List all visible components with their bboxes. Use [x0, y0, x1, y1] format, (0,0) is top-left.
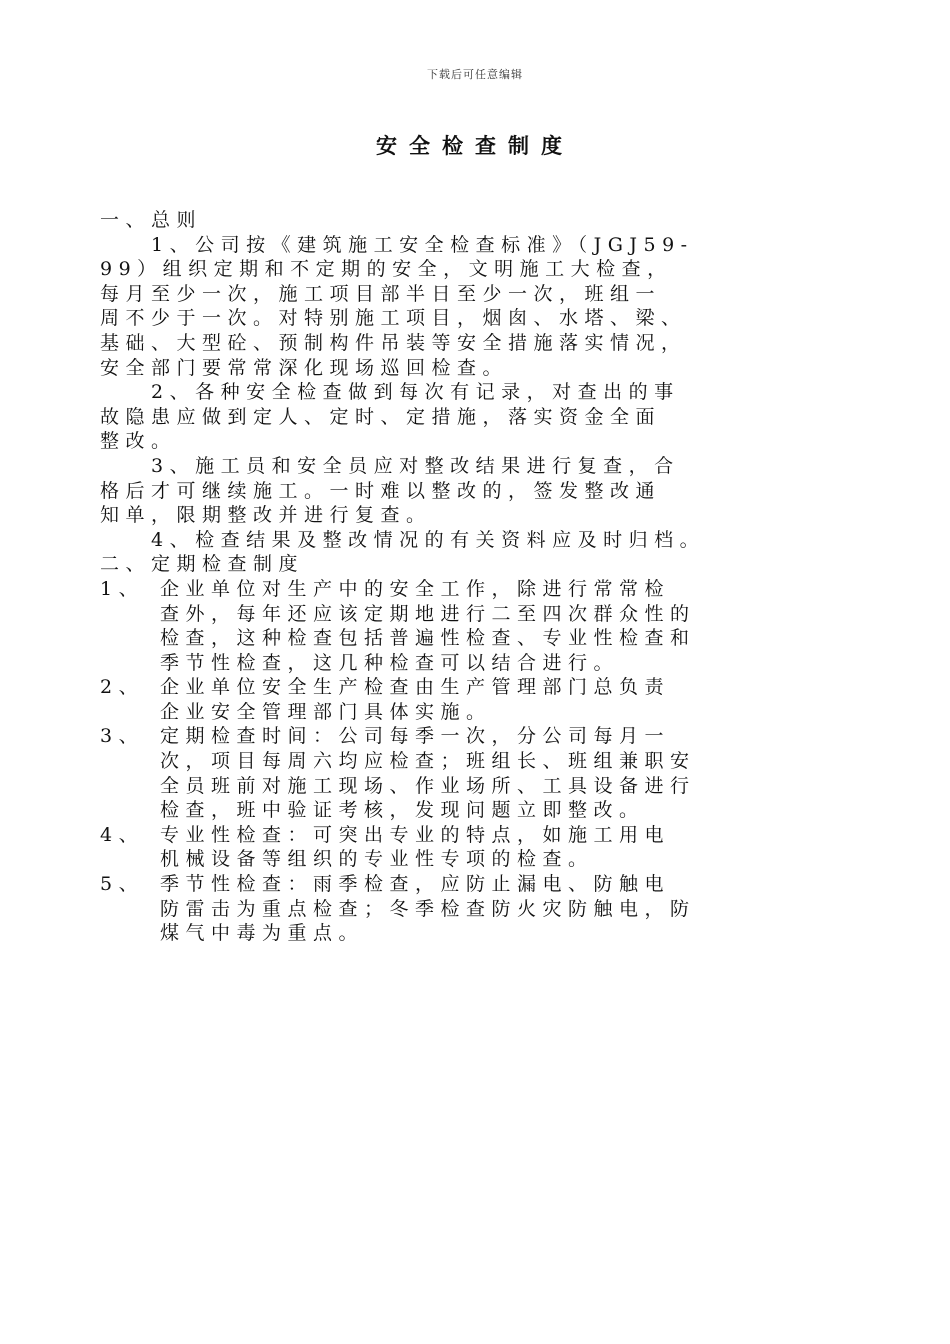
item-line: 全员班前对施工现场、作业场所、工具设备进行 — [160, 774, 696, 797]
item-line: 季节性检查：雨季检查，应防止漏电、防触电 — [160, 873, 671, 896]
item-number: 5、 — [100, 873, 145, 896]
section-2-item-3 — [100, 724, 865, 822]
section-1-paragraph-4 — [100, 528, 865, 553]
item-line: 季节性检查，这几种检查可以结合进行。 — [160, 651, 620, 674]
item-number: 3、 — [100, 725, 145, 748]
paragraph-line: 每月至少一次，施工项目部半日至少一次，班组一 — [100, 282, 662, 305]
item-line: 防雷击为重点检查；冬季检查防火灾防触电，防 — [160, 897, 696, 920]
item-number: 4、 — [100, 823, 145, 846]
item-line: 次，项目每周六均应检查；班组长、班组兼职安 — [160, 750, 696, 773]
section-1-paragraph-3 — [100, 454, 865, 528]
paragraph-line: 2、各种安全检查做到每次有记录，对查出的事 — [100, 381, 680, 404]
header-note: 下载后可任意编辑 — [427, 68, 523, 81]
section-1-paragraph-1 — [100, 233, 865, 381]
paragraph-line: 3、施工员和安全员应对整改结果进行复查，合 — [100, 454, 680, 477]
item-number: 1、 — [100, 577, 145, 600]
section-1-paragraph-2 — [100, 380, 865, 454]
section-2-item-1 — [100, 577, 865, 675]
section-2-heading: 二、定期检查制度 — [100, 553, 305, 576]
document-body — [100, 208, 865, 946]
paragraph-line: 知单，限期整改并进行复查。 — [100, 504, 432, 527]
item-number: 2、 — [100, 676, 145, 699]
paragraph-line: 1、公司按《建筑施工安全检查标准》（JGJ59- — [100, 233, 694, 256]
item-line: 企业安全管理部门具体实施。 — [160, 700, 492, 723]
item-line: 检查，这种检查包括普遍性检查、专业性检查和 — [160, 627, 696, 650]
paragraph-line: 安全部门要常常深化现场巡回检查。 — [100, 356, 509, 379]
paragraph-line: 基础、大型砼、预制构件吊装等安全措施落实情况， — [100, 331, 687, 354]
item-line: 查外，每年还应该定期地进行二至四次群众性的 — [160, 602, 696, 625]
item-line: 煤气中毒为重点。 — [160, 922, 365, 945]
section-2-item-2 — [100, 675, 865, 724]
document-title: 安全检查制度 — [376, 133, 574, 158]
item-line: 检查，班中验证考核，发现问题立即整改。 — [160, 799, 645, 822]
section-2-item-5 — [100, 872, 865, 946]
section-1-heading: 一、总则 — [100, 209, 203, 231]
item-line: 专业性检查：可突出专业的特点，如施工用电 — [160, 823, 671, 846]
section-2-item-4 — [100, 823, 865, 872]
paragraph-line: 99）组织定期和不定期的安全，文明施工大检查， — [100, 258, 673, 281]
paragraph-line: 故隐患应做到定人、定时、定措施，落实资金全面 — [100, 405, 662, 428]
paragraph-line: 整改。 — [100, 430, 177, 453]
paragraph-line: 4、检查结果及整改情况的有关资料应及时归档。 — [100, 528, 706, 551]
item-line: 机械设备等组织的专业性专项的检查。 — [160, 848, 594, 871]
paragraph-line: 格后才可继续施工。一时难以整改的，签发整改通 — [100, 479, 662, 502]
item-line: 定期检查时间：公司每季一次，分公司每月一 — [160, 725, 671, 748]
item-line: 企业单位安全生产检查由生产管理部门总负责 — [160, 676, 671, 699]
paragraph-line: 周不少于一次。对特别施工项目，烟囱、水塔、梁、 — [100, 307, 687, 330]
item-line: 企业单位对生产中的安全工作，除进行常常检 — [160, 577, 671, 600]
